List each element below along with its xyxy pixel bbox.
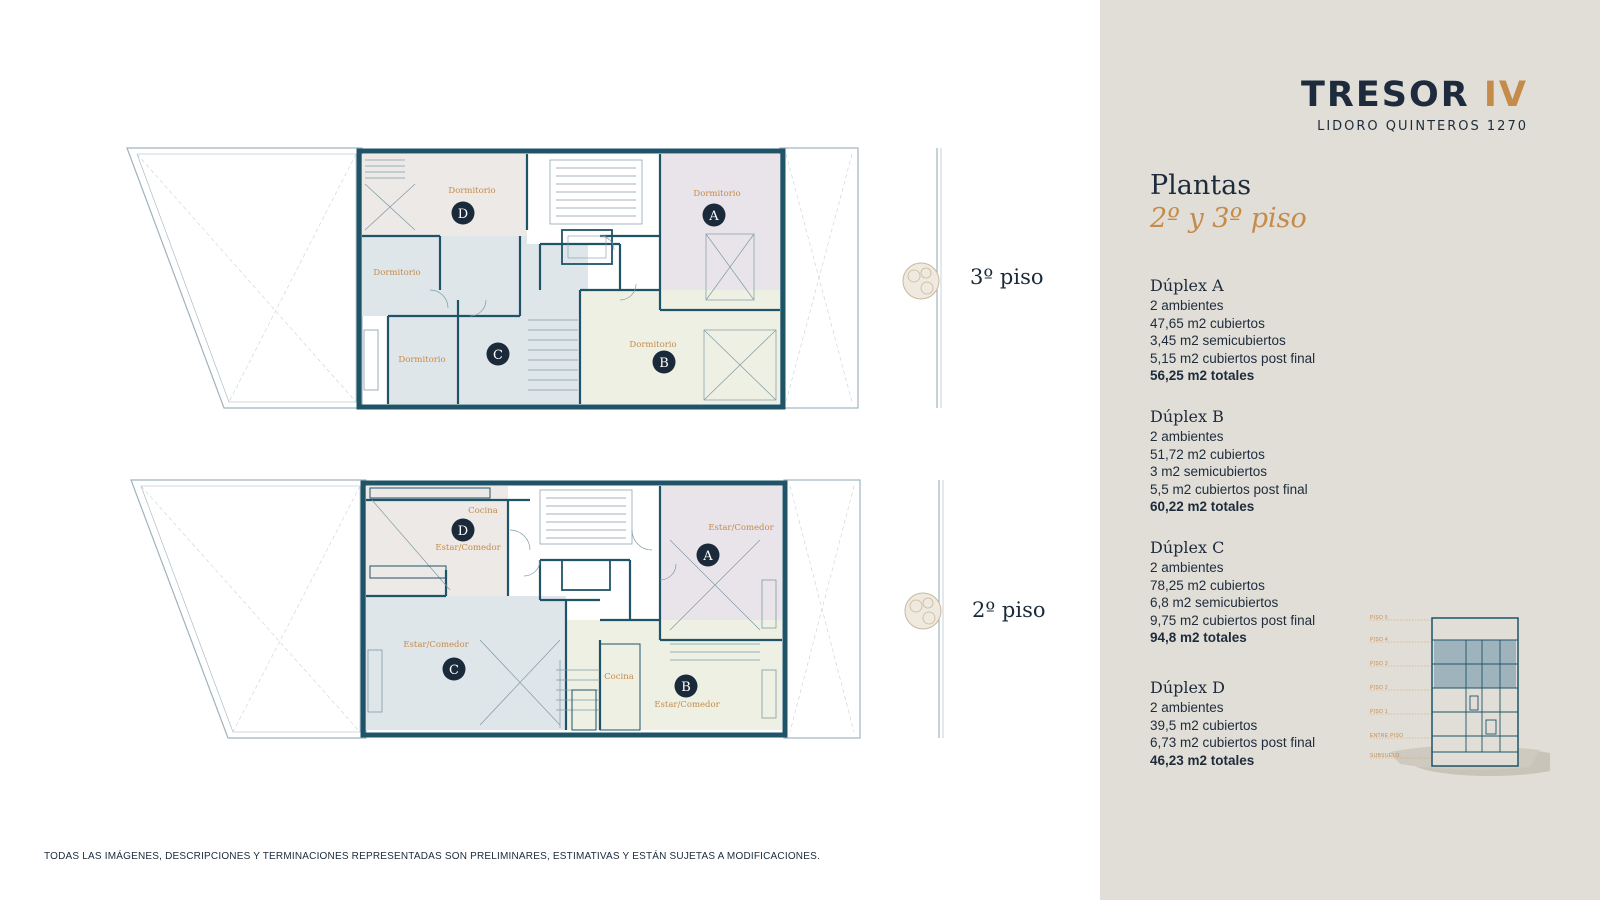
unit-total: 60,22 m2 totales <box>1150 499 1255 514</box>
unit-marker-d: D <box>457 524 469 539</box>
unit-spec: 6,8 m2 semicubiertos <box>1150 595 1279 610</box>
floor-label-2nd: 2º piso <box>972 598 1046 622</box>
unit-a-specs <box>1150 276 1410 385</box>
unit-total: 46,23 m2 totales <box>1150 752 1255 768</box>
unit-spec: 9,75 m2 cubiertos post final <box>1150 612 1316 628</box>
unit-spec: 47,65 m2 cubiertos <box>1150 315 1265 331</box>
unit-spec: 6,73 m2 cubiertos post final <box>1150 735 1316 750</box>
brand-logo <box>1301 75 1528 134</box>
heading-title: Plantas <box>1150 170 1252 201</box>
room-label: Estar/Comedor <box>654 700 720 710</box>
room-label: Cocina <box>468 506 498 516</box>
plan-2nd-floor <box>131 480 943 738</box>
room-label: Dormitorio <box>629 340 677 350</box>
unit-total: 94,8 m2 totales <box>1150 630 1247 645</box>
floor-label-3rd: 3º piso <box>970 265 1044 289</box>
building-level-label: SUBSUELO <box>1370 753 1400 759</box>
building-level-label: PISO 2 <box>1370 685 1388 691</box>
building-level-label: PISO 4 <box>1370 637 1388 643</box>
room-label: Estar/Comedor <box>403 640 469 650</box>
heading-subtitle: 2º y 3º piso <box>1150 203 1307 234</box>
building-level-label: PISO 1 <box>1370 709 1388 715</box>
unit-marker-a: A <box>703 549 713 564</box>
unit-spec: 39,5 m2 cubiertos <box>1150 717 1258 733</box>
unit-spec: 2 ambientes <box>1150 700 1224 715</box>
building-section-diagram <box>1370 612 1550 782</box>
unit-spec: 51,72 m2 cubiertos <box>1150 446 1265 462</box>
room-label: Dormitorio <box>373 268 421 278</box>
unit-title: Dúplex C <box>1150 538 1225 557</box>
room-label: Cocina <box>604 672 634 682</box>
room-label: Estar/Comedor <box>708 523 774 533</box>
unit-spec: 3,45 m2 semicubiertos <box>1150 333 1286 348</box>
unit-spec: 2 ambientes <box>1150 298 1224 313</box>
room-label: Dormitorio <box>693 189 741 199</box>
room-label: Dormitorio <box>448 186 496 196</box>
building-level-label: PISO 5 <box>1370 615 1388 621</box>
room-label: Estar/Comedor <box>435 543 501 553</box>
unit-spec: 5,5 m2 cubiertos post final <box>1150 481 1308 497</box>
unit-marker-c: C <box>493 348 503 363</box>
tree-icon <box>905 593 941 629</box>
unit-marker-b: B <box>659 356 669 371</box>
room-label: Dormitorio <box>398 355 446 365</box>
section-heading <box>1150 170 1307 234</box>
tree-icon <box>903 263 939 299</box>
building-level-label: PISO 3 <box>1370 661 1388 667</box>
brand-name-accent: IV <box>1483 75 1528 115</box>
unit-b-specs <box>1150 407 1410 516</box>
unit-spec: 2 ambientes <box>1150 560 1224 575</box>
info-panel <box>1100 0 1600 900</box>
building-level-label: ENTRE PISO <box>1370 733 1404 739</box>
brand-address: LIDORO QUINTEROS 1270 <box>1317 119 1528 134</box>
unit-spec: 78,25 m2 cubiertos <box>1150 577 1265 593</box>
disclaimer-text: TODAS LAS IMÁGENES, DESCRIPCIONES Y TERMINACIONES REPRESENTADAS SON PRELIMINARES, ESTIMATIVAS Y ESTÁN SUJETAS A MODIFICACIONES. <box>44 851 820 862</box>
unit-title: Dúplex D <box>1150 678 1225 697</box>
brand-name <box>1301 75 1528 115</box>
unit-title: Dúplex B <box>1150 407 1224 426</box>
unit-marker-c: C <box>449 663 459 678</box>
plan-3rd-floor <box>127 148 941 408</box>
unit-spec: 2 ambientes <box>1150 429 1224 444</box>
unit-spec: 3 m2 semicubiertos <box>1150 464 1268 479</box>
unit-marker-a: A <box>709 209 719 224</box>
unit-total: 56,25 m2 totales <box>1150 368 1255 383</box>
brand-name-main: TRESOR <box>1301 75 1470 115</box>
unit-spec: 5,15 m2 cubiertos post final <box>1150 350 1316 366</box>
unit-marker-b: B <box>681 680 691 695</box>
unit-marker-d: D <box>457 207 469 222</box>
unit-title: Dúplex A <box>1150 276 1224 295</box>
